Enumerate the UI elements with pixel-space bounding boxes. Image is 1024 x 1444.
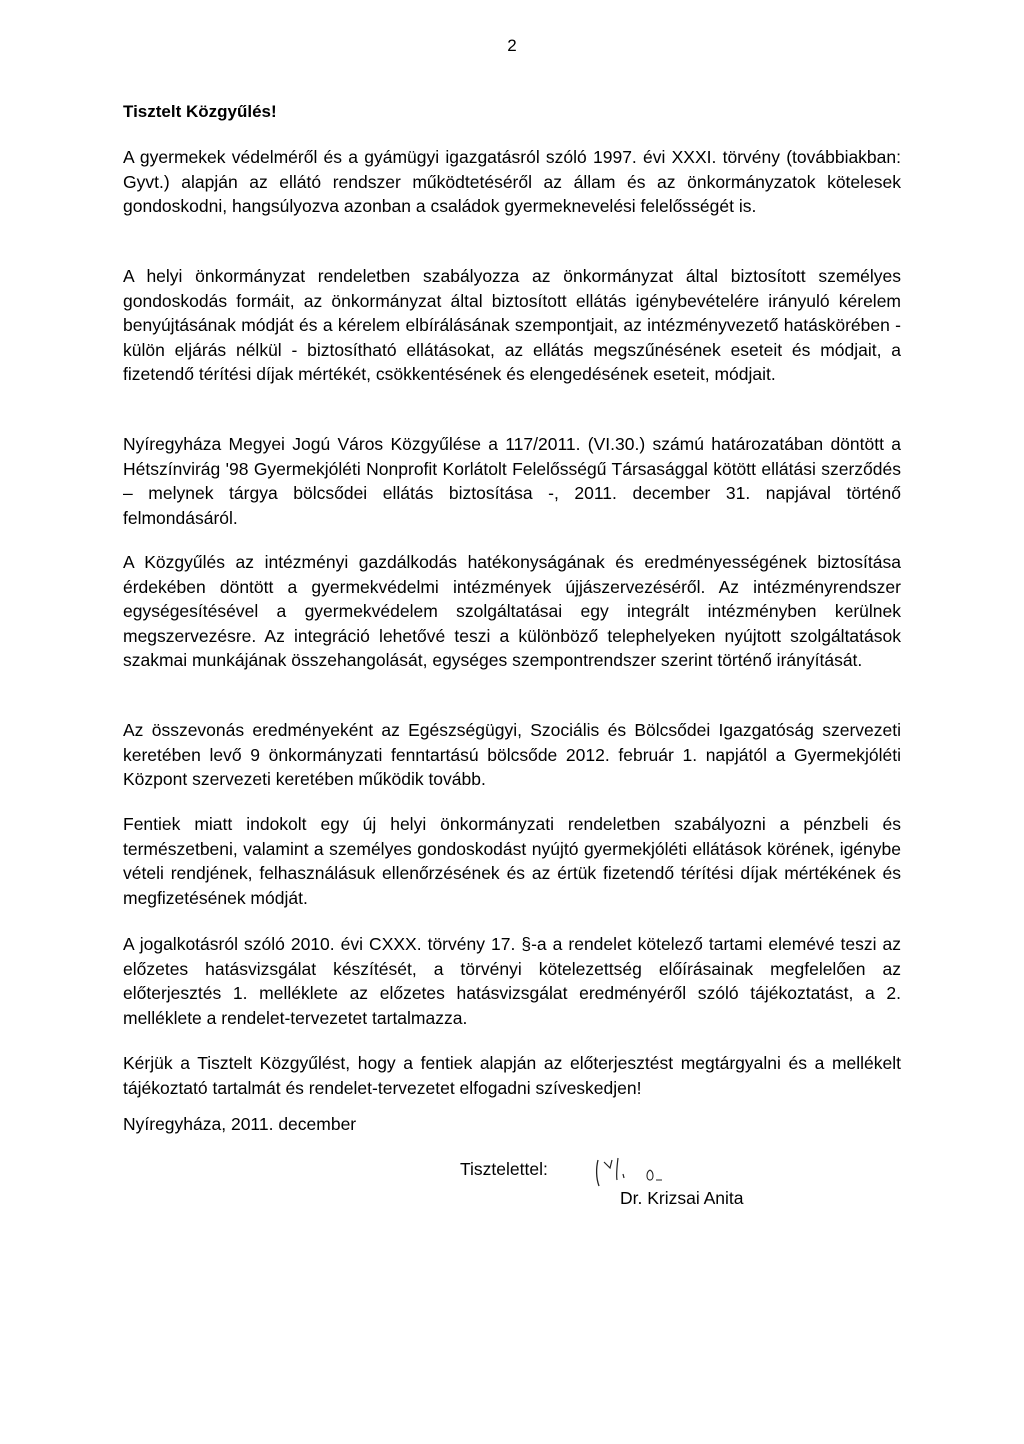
paragraph-legal-basis: A gyermekek védelméről és a gyámügyi igazgatásról szóló 1997. évi XXXI. törvény (továbbiakban: Gyvt.) alapján az ellátó rendszer működtetéséről az állam és az önkormányzatok kötelesek gondoskodni, hangsúlyozva azonban a családok gyermeknevelési felelősségét is. — [123, 147, 901, 216]
paragraph-request: Kérjük a Tisztelt Közgyűlést, hogy a fentiek alapján az előterjesztést megtárgyalni és a mellékelt tájékoztató tartalmát és rendelet-tervezetet elfogadni szíveskedjen! — [123, 1053, 901, 1098]
paragraph-reorganization: A Közgyűlés az intézményi gazdálkodás hatékonyságának és eredményességének biztosítása érdekében döntött a gyermekvédelmi intézmények újjászervezéséről. Az intézményrendszer egységesítésével a gyermekvédelem szolgáltatásai egy integrált intézményben kerülnek megszervezésre. Az integráció lehetővé teszi a különböző telephelyeken nyújtott szolgáltatások szakmai munkájának összehangolását, egységes szempontrendszer szerint történő irányítását. — [123, 552, 901, 670]
paragraph-assembly-decision: Nyíregyháza Megyei Jogú Város Közgyűlése a 117/2011. (VI.30.) számú határozatában döntött a Hétszínvirág '98 Gyermekjóléti Nonprofit Korlátolt Felelősségű Társasággal kötött ellátási szerződés – melynek tárgya bölcsődei ellátás biztosítása -, 2011. december 31. napjával történő felmondásáról. — [123, 434, 901, 528]
paragraph-merger-result: Az összevonás eredményeként az Egészségügyi, Szociális és Bölcsődei Igazgatóság szervezeti keretében levő 9 önkormányzati fenntartású bölcsőde 2012. február 1. napjától a Gyermekjóléti Központ szervezeti keretében működik tovább. — [123, 720, 901, 789]
signer-name: Dr. Krizsai Anita — [620, 1188, 744, 1208]
closing-phrase: Tisztelettel: — [460, 1159, 548, 1179]
salutation: Tisztelt Közgyűlés! — [123, 102, 277, 121]
paragraph-impact-assessment: A jogalkotásról szóló 2010. évi CXXX. törvény 17. §-a a rendelet kötelező tartami elemévé teszi az előzetes hatásvizsgálat készítését, a törvényi kötelezettség előírásainak megfelelően az előterjesztés 1. melléklete az előzetes hatásvizsgálat eredményéről szóló tájékoztatást, a 2. melléklete a rendelet-tervezetet tartalmazza. — [123, 934, 901, 1028]
paragraph-new-regulation: Fentiek miatt indokolt egy új helyi önkormányzati rendeletben szabályozni a pénzbeli és természetbeni, valamint a személyes gondoskodást nyújtó gyermekjóléti ellátások körének, igénybe vételi rendjének, felhasználásuk ellenőrzésének és az értük fizetendő térítési díjak mértékének és megfizetésének módját. — [123, 814, 901, 908]
page-number: 2 — [507, 36, 517, 55]
paragraph-local-regulation: A helyi önkormányzat rendeletben szabályozza az önkormányzat által biztosított személyes gondoskodás formáit, az önkormányzat által biztosított ellátás igénybevételére irányuló kérelem benyújtásának módját és a kérelem elbírálásának szempontjait, az intézményvezető hatáskörében - külön eljárás nélkül - biztosítható ellátásokat, az ellátás megszűnésének eseteit és módjait, a fizetendő térítési díjak mértékét, csökkentésének és elengedésének eseteit, módjait. — [123, 266, 901, 384]
date-line: Nyíregyháza, 2011. december — [123, 1114, 357, 1134]
handwritten-signature — [590, 1140, 680, 1190]
